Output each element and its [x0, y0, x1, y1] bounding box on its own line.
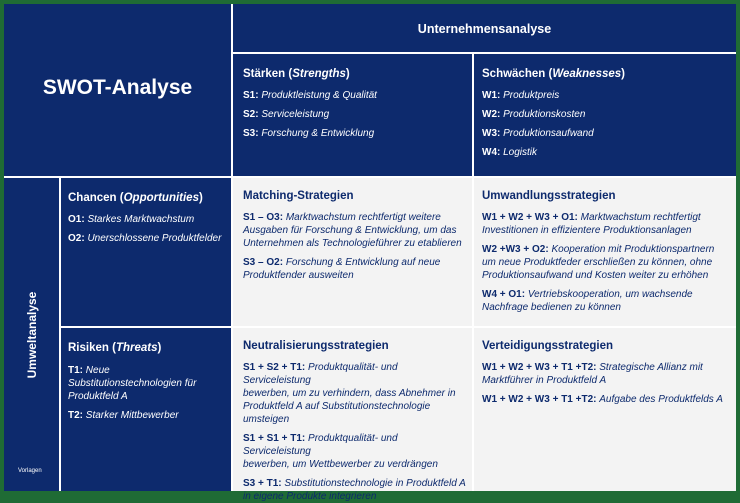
neutralisierung-strategy-item-line: [243, 490, 466, 503]
strengths-heading: Stärken (Strengths): [243, 68, 350, 80]
umwandlung-strategy-item-line: [482, 269, 732, 282]
threat-item-code: T2:: [68, 410, 83, 421]
neutralisierung-strategy-item-line: [243, 432, 466, 458]
strength-item-code: S1:: [243, 90, 259, 101]
weakness-item: [482, 108, 726, 121]
threat-item-code: T1:: [68, 365, 83, 376]
weakness-item-text: Produktionsaufwand: [503, 128, 594, 139]
verteidigung-cell: [474, 328, 736, 491]
matching-strategy-item-text: Forschung & Entwicklung auf neue: [285, 257, 441, 268]
umwandlung-strategy-item: [482, 211, 732, 237]
matching-strategy-item-line: [243, 237, 466, 250]
weakness-item-text: Produktpreis: [503, 90, 560, 101]
umwandlung-strategy-item-text: Investitionen in effizientere Produktionsanlagen: [482, 225, 692, 236]
matching-strategy-item-line: [243, 256, 466, 269]
neutralisierung-strategy-item-line: [243, 361, 466, 387]
threat-item-line: [68, 364, 225, 377]
matching-strategy-item: [243, 211, 466, 250]
neutralisierung-strategy-item-text: Substitutionstechnologie in Produktfeld A: [284, 478, 466, 489]
matching-strategy-item: [243, 256, 466, 282]
umwandlung-strategy-item-line: [482, 224, 732, 237]
verteidigung-strategy-item: [482, 393, 732, 406]
opportunities-list: [68, 213, 225, 245]
umwandlung-strategy-item: [482, 288, 732, 314]
neutralisierung-strategy-item-text: Produktqualität- und Serviceleistung: [243, 433, 398, 457]
threats-cell: [61, 328, 231, 491]
verteidigung-strategy-item-text: Aufgabe des Produktfelds A: [599, 394, 723, 405]
neutralisierung-strategy-item-text: umsteigen: [243, 414, 290, 425]
opportunity-item-text: Starkes Marktwachstum: [87, 214, 195, 225]
matching-strategy-item-text: Marktwachstum rechtfertigt weitere: [285, 212, 441, 223]
weakness-item-text: Logistik: [503, 147, 538, 158]
strength-item-text: Forschung & Entwicklung: [261, 128, 375, 139]
threat-item: [68, 364, 225, 403]
swot-matrix: [4, 4, 736, 502]
matching-strategy-item-text: Ausgaben für Forschung & Entwicklung, um das: [243, 225, 457, 236]
verteidigung-strategy-item-line: [482, 361, 732, 374]
neutralisierung-strategy-item: [243, 432, 466, 471]
opportunity-item-code: O1:: [68, 214, 85, 225]
umwandlung-strategy-item-line: [482, 288, 732, 301]
weakness-item-code: W3:: [482, 128, 501, 139]
opportunity-item-text: Unerschlossene Produktfelder: [87, 233, 222, 244]
umwandlung-strategy-item-line: [482, 256, 732, 269]
umwandlung-strategy-item-code: W1 + W2 + W3 + O1:: [482, 212, 578, 223]
umwandlung-strategy-item-code: W4 + O1:: [482, 289, 526, 300]
verteidigung-heading: Verteidigungsstrategien: [482, 340, 614, 352]
weakness-item: [482, 89, 726, 102]
weakness-item-code: W4:: [482, 147, 501, 158]
strength-item: [243, 108, 462, 121]
umwandlung-strategy-item-line: [482, 301, 732, 314]
verteidigung-strategy-item-code: W1 + W2 + W3 + T1 +T2:: [482, 394, 597, 405]
matching-strategy-item-code: S1 – O3:: [243, 212, 284, 223]
verteidigung-strategy-item-text: Strategische Allianz mit: [599, 362, 703, 373]
umwandlung-strategy-item-text: Marktwachstum rechtfertigt: [580, 212, 701, 223]
umwandlung-strategy-item: [482, 243, 732, 282]
umwandlung-strategy-item-text: Nachfrage bedienen zu können: [482, 302, 621, 313]
neutralisierung-strategy-item-text: Produktqualität- und Serviceleistung: [243, 362, 398, 386]
neutralisierung-strategy-item-line: [243, 387, 466, 400]
opportunities-cell: [61, 178, 231, 326]
opportunity-item: [68, 213, 225, 226]
umwandlung-list: [482, 211, 732, 314]
threat-item-text: Substitutionstechnologien für: [68, 378, 197, 389]
umwandlung-cell: [474, 178, 736, 326]
strength-item-text: Serviceleistung: [261, 109, 330, 120]
opportunity-item-code: O2:: [68, 233, 85, 244]
neutralisierung-strategy-item-text: in eigene Produkte integrieren: [243, 491, 377, 502]
verteidigung-strategy-item: [482, 361, 732, 387]
matching-strategy-item-line: [243, 269, 466, 282]
verteidigung-list: [482, 361, 732, 406]
matching-cell: [233, 178, 472, 326]
umweltanalyse-label: Umweltanalyse: [24, 291, 39, 378]
neutralisierung-strategy-item-code: S1 + S1 + T1:: [243, 433, 306, 444]
umwandlung-strategy-item-text: Vertriebskooperation, um wachsende: [527, 289, 693, 300]
threats-list: [68, 364, 225, 422]
strength-item-text: Produktleistung & Qualität: [261, 90, 377, 101]
opportunity-item: [68, 232, 225, 245]
matching-heading: Matching-Strategien: [243, 190, 354, 202]
neutralisierung-strategy-item-line: [243, 458, 466, 471]
weaknesses-heading: Schwächen (Weaknesses): [482, 68, 625, 80]
matching-strategy-item-text: Unternehmen als Technologieführer zu etablieren: [243, 238, 462, 249]
matching-list: [243, 211, 466, 282]
weaknesses-cell: [474, 54, 736, 176]
opportunities-heading: Chancen (Opportunities): [68, 192, 203, 204]
weakness-item: [482, 127, 726, 140]
threat-item-line: [68, 390, 225, 403]
neutralisierung-strategy-item-code: S1 + S2 + T1:: [243, 362, 306, 373]
neutralisierung-strategy-item: [243, 477, 466, 503]
umwandlung-strategy-item-line: [482, 211, 732, 224]
verteidigung-strategy-item-text: Marktführer in Produktfeld A: [482, 375, 607, 386]
umwandlung-strategy-item-text: um neue Produktfeder erschließen zu können, ohne: [482, 257, 713, 268]
umwandlung-strategy-item-code: W2 +W3 + O2:: [482, 244, 549, 255]
strength-item: [243, 89, 462, 102]
threat-item-text: Neue: [85, 365, 110, 376]
umwandlung-heading: Umwandlungsstrategien: [482, 190, 616, 202]
weakness-item-text: Produktionskosten: [503, 109, 586, 120]
matching-strategy-item-line: [243, 211, 466, 224]
matching-strategy-item-line: [243, 224, 466, 237]
neutralisierung-strategy-item-text: bewerben, um zu verhindern, dass Abnehmer in: [243, 388, 456, 399]
threat-item-line: [68, 377, 225, 390]
unternehmensanalyse-label: Unternehmensanalyse: [417, 22, 552, 36]
verteidigung-strategy-item-line: [482, 374, 732, 387]
neutralisierung-strategy-item-code: S3 + T1:: [243, 478, 282, 489]
swot-title-cell: [4, 4, 231, 176]
neutralisierung-strategy-item-text: Produktfeld A auf Substitutionstechnologie: [243, 401, 431, 412]
umweltanalyse-column: [4, 178, 59, 491]
weakness-item-code: W1:: [482, 90, 501, 101]
threat-item-text: Starker Mittbewerber: [85, 410, 179, 421]
umwandlung-strategy-item-text: Produktionsaufwand und Kosten weiter zu erhöhen: [482, 270, 709, 281]
strengths-cell: [233, 54, 472, 176]
neutralisierung-strategy-item: [243, 361, 466, 426]
threat-item-line: [68, 409, 225, 422]
umwandlung-strategy-item-text: Kooperation mit Produktionspartnern: [551, 244, 715, 255]
neutralisierung-strategy-item-text: bewerben, um Wettbewerber zu verdrängen: [243, 459, 438, 470]
strength-item-code: S3:: [243, 128, 259, 139]
verteidigung-strategy-item-line: [482, 393, 732, 406]
verteidigung-strategy-item-code: W1 + W2 + W3 + T1 +T2:: [482, 362, 597, 373]
matching-strategy-item-code: S3 – O2:: [243, 257, 284, 268]
threat-item: [68, 409, 225, 422]
neutralisierung-strategy-item-line: [243, 413, 466, 426]
neutralisierung-strategy-item-line: [243, 477, 466, 490]
page-title: SWOT-Analyse: [42, 76, 193, 99]
unternehmensanalyse-header: [233, 4, 736, 52]
threats-heading: Risiken (Threats): [68, 342, 162, 354]
neutralisierung-cell: [233, 328, 472, 502]
neutralisierung-heading: Neutralisierungsstrategien: [243, 340, 389, 352]
neutralisierung-list: [243, 361, 466, 503]
matching-strategy-item-text: Produktfender ausweiten: [243, 270, 354, 281]
strength-item-code: S2:: [243, 109, 259, 120]
weakness-item: [482, 146, 726, 159]
threat-item-text: Produktfeld A: [68, 391, 128, 402]
vorlagen-label: Vorlagen: [18, 468, 42, 474]
umwandlung-strategy-item-line: [482, 243, 732, 256]
neutralisierung-strategy-item-line: [243, 400, 466, 413]
strength-item: [243, 127, 462, 140]
strengths-list: [243, 89, 462, 140]
weaknesses-list: [482, 89, 726, 159]
weakness-item-code: W2:: [482, 109, 501, 120]
